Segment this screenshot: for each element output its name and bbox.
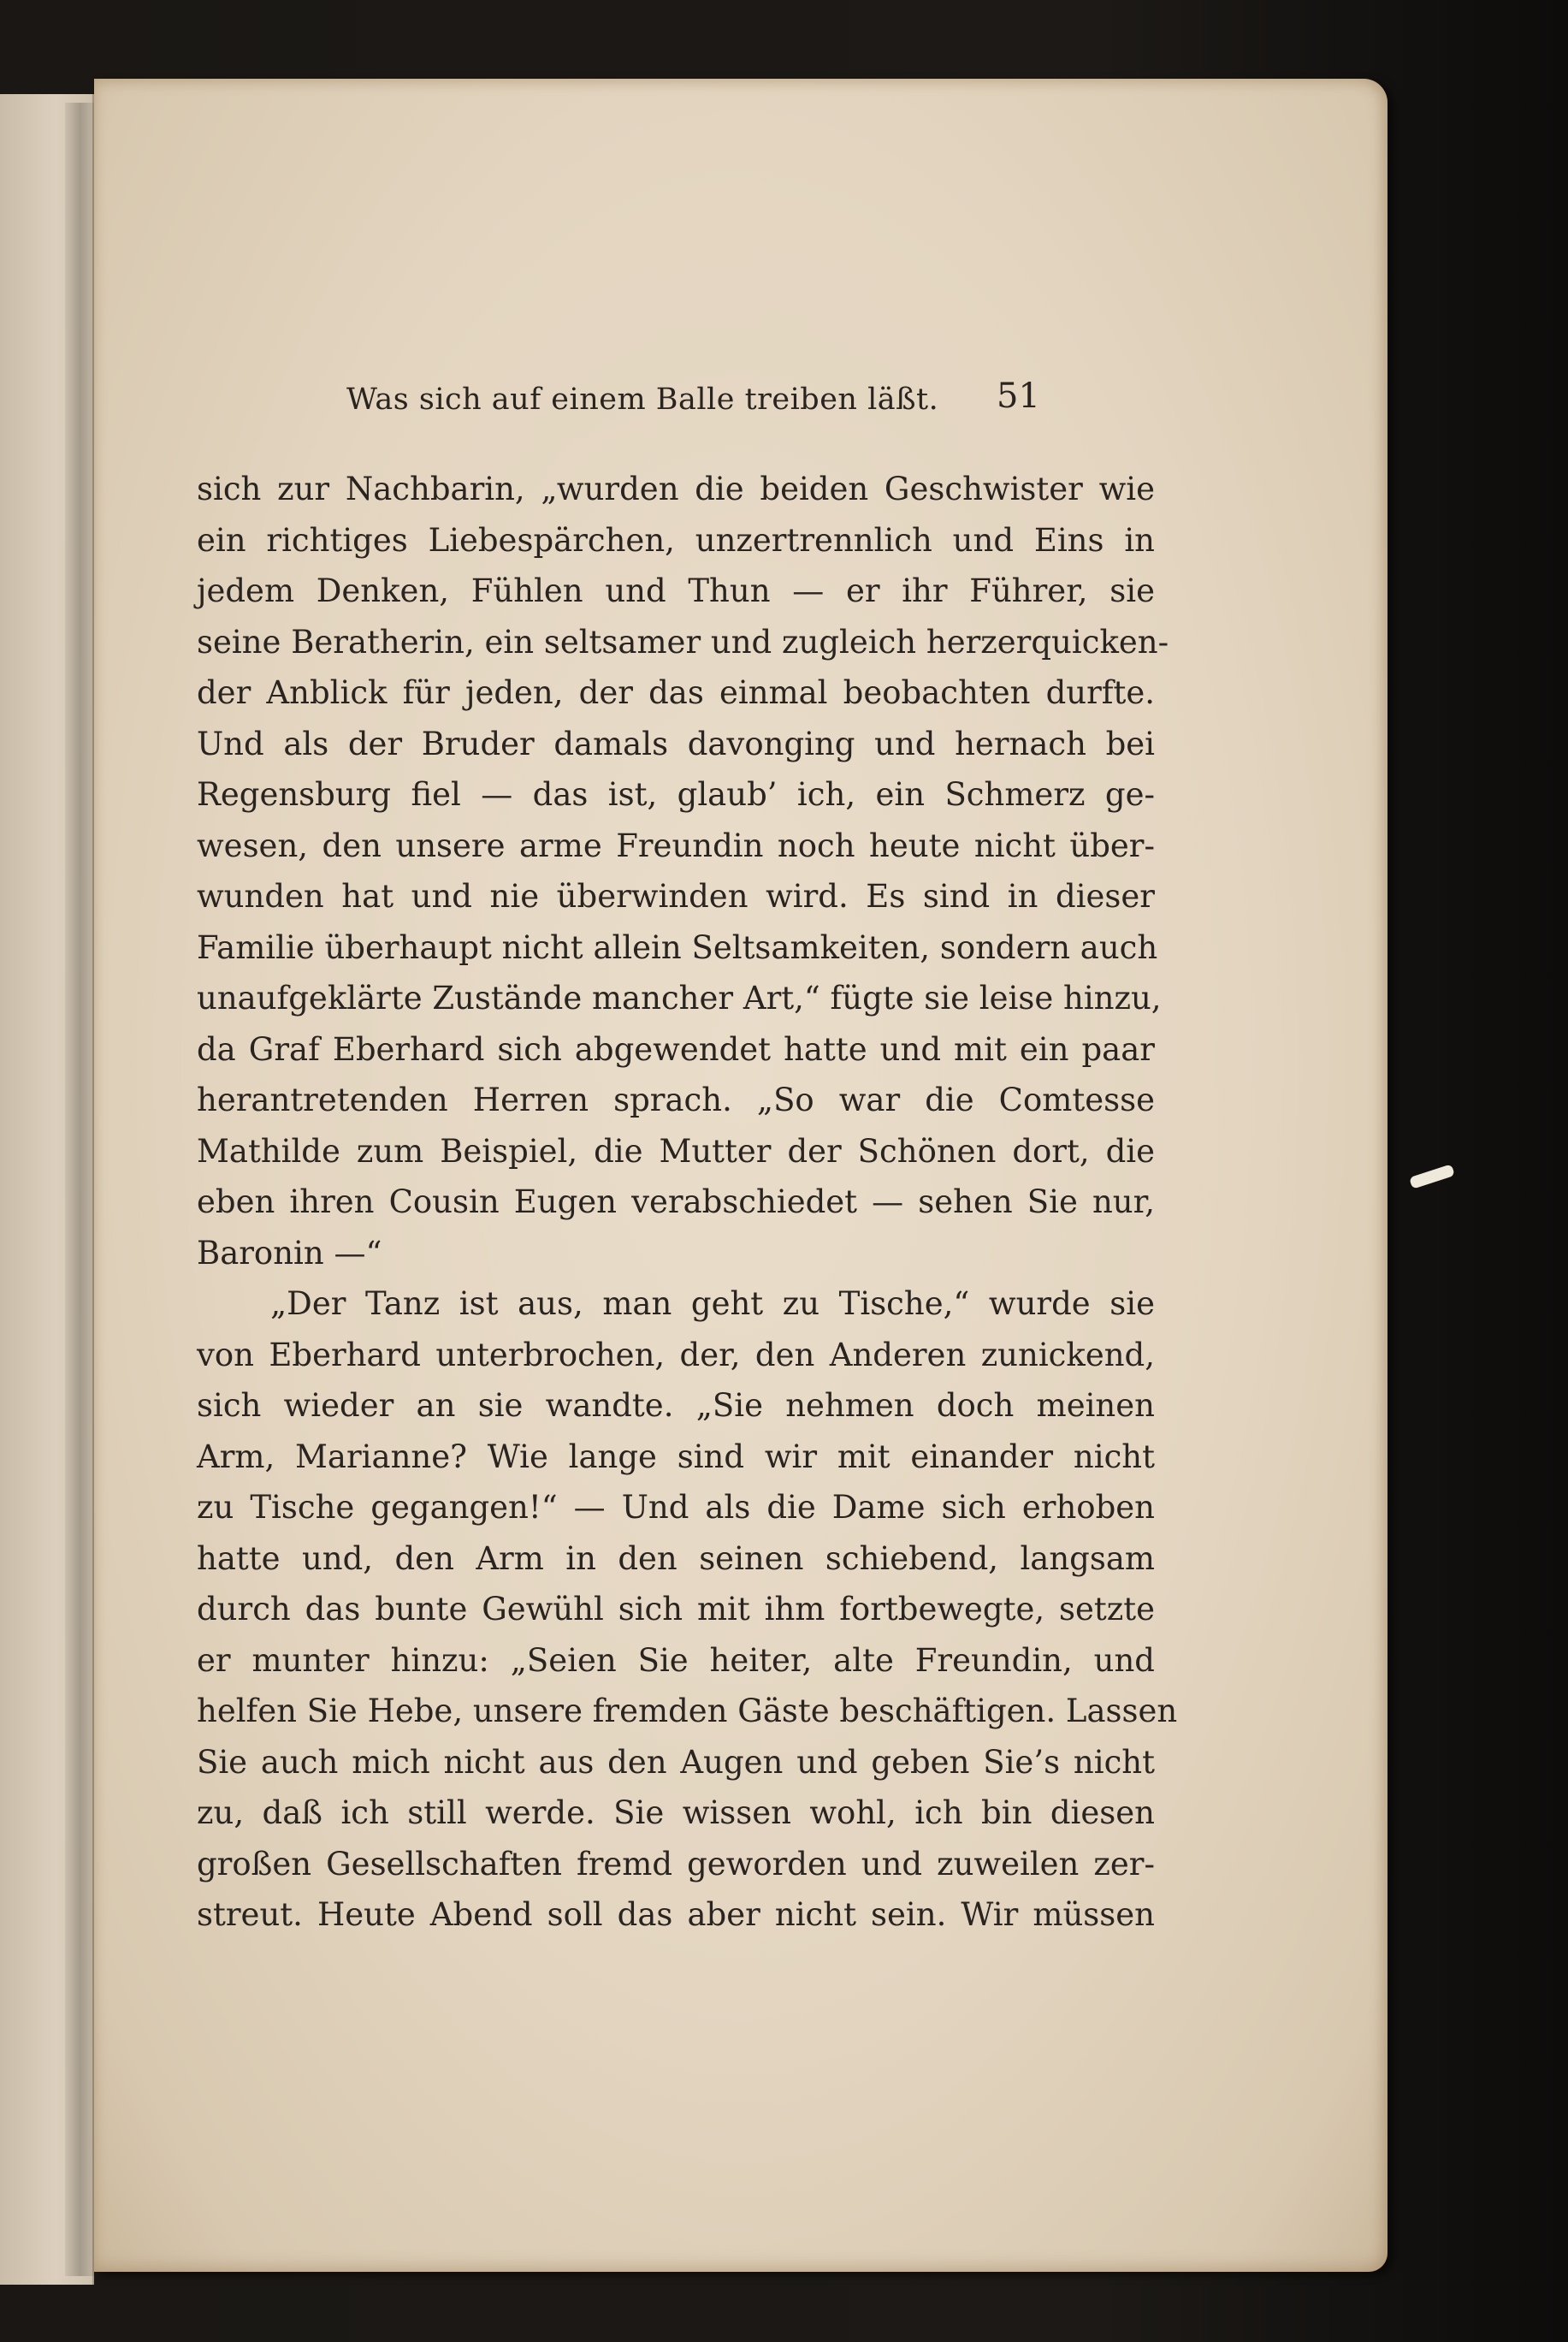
- book-page: [94, 79, 1388, 2272]
- text-line: streut. Heute Abend soll das aber nicht sein. Wir müssen: [197, 1896, 1155, 1933]
- text-line: sich wieder an sie wandte. „Sie nehmen doch meinen: [197, 1387, 1155, 1424]
- text-line: großen Gesellschaften fremd geworden und zuweilen zer-: [197, 1845, 1155, 1882]
- text-line: Mathilde zum Beispiel, die Mutter der Schönen dort, die: [197, 1132, 1155, 1170]
- text-line: eben ihren Cousin Eugen verabschiedet — sehen Sie nur,: [197, 1183, 1155, 1220]
- text-line: wunden hat und nie überwinden wird. Es sind in dieser: [197, 878, 1155, 915]
- text-line: Arm, Marianne? Wie lange sind wir mit einander nicht: [197, 1438, 1155, 1475]
- text-line: hatte und, den Arm in den seinen schiebend, langsam: [197, 1539, 1155, 1577]
- text-line: wesen, den unsere arme Freundin noch heute nicht über-: [197, 827, 1155, 864]
- text-line: sich zur Nachbarin, „wurden die beiden Geschwister wie: [197, 471, 1155, 507]
- text-line: Familie überhaupt nicht allein Seltsamkeiten, sondern auch: [197, 928, 1158, 966]
- text-line: seine Beratherin, ein seltsamer und zugleich herzerquicken-: [197, 623, 1169, 661]
- text-line: helfen Sie Hebe, unsere fremden Gäste beschäftigen. Lassen: [197, 1693, 1178, 1729]
- text-line: von Eberhard unterbrochen, der, den Anderen zunickend,: [197, 1336, 1155, 1373]
- running-title: Was sich auf einem Balle treiben läßt.: [346, 382, 939, 417]
- text-line: da Graf Eberhard sich abgewendet hatte und mit ein paar: [197, 1030, 1155, 1068]
- text-line: unaufgeklärte Zustände mancher Art,“ fügte sie leise hinzu,: [197, 980, 1162, 1017]
- text-line: der Anblick für jeden, der das einmal beobachten durfte.: [197, 674, 1155, 711]
- text-line: jedem Denken, Fühlen und Thun — er ihr Führer, sie: [197, 572, 1155, 609]
- text-line: Baronin —“: [197, 1234, 382, 1272]
- page-body: [197, 464, 1178, 1941]
- text-line: zu Tische gegangen!“ — Und als die Dame sich erhoben: [197, 1489, 1155, 1526]
- text-line: ein richtiges Liebespärchen, unzertrennlich und Eins in: [197, 521, 1155, 559]
- text-line: Und als der Bruder damals davonging und hernach bei: [197, 725, 1155, 762]
- paper-scrap-mark: [1409, 1164, 1455, 1189]
- book-gutter: [65, 103, 96, 2276]
- text-line: „Der Tanz ist aus, man geht zu Tische,“ wurde sie: [270, 1285, 1155, 1322]
- page-number: 51: [997, 376, 1040, 416]
- text-line: zu, daß ich still werde. Sie wissen wohl, ich bin diesen: [197, 1794, 1155, 1831]
- text-line: Sie auch mich nicht aus den Augen und geben Sie’s nicht: [197, 1743, 1155, 1781]
- text-line: Regensburg fiel — das ist, glaub’ ich, ein Schmerz ge-: [197, 776, 1155, 813]
- text-line: er munter hinzu: „Seien Sie heiter, alte Freundin, und: [197, 1641, 1155, 1679]
- text-line: durch das bunte Gewühl sich mit ihm fortbewegte, setzte: [197, 1591, 1155, 1628]
- text-line: herantretenden Herren sprach. „So war die Comtesse: [197, 1082, 1155, 1118]
